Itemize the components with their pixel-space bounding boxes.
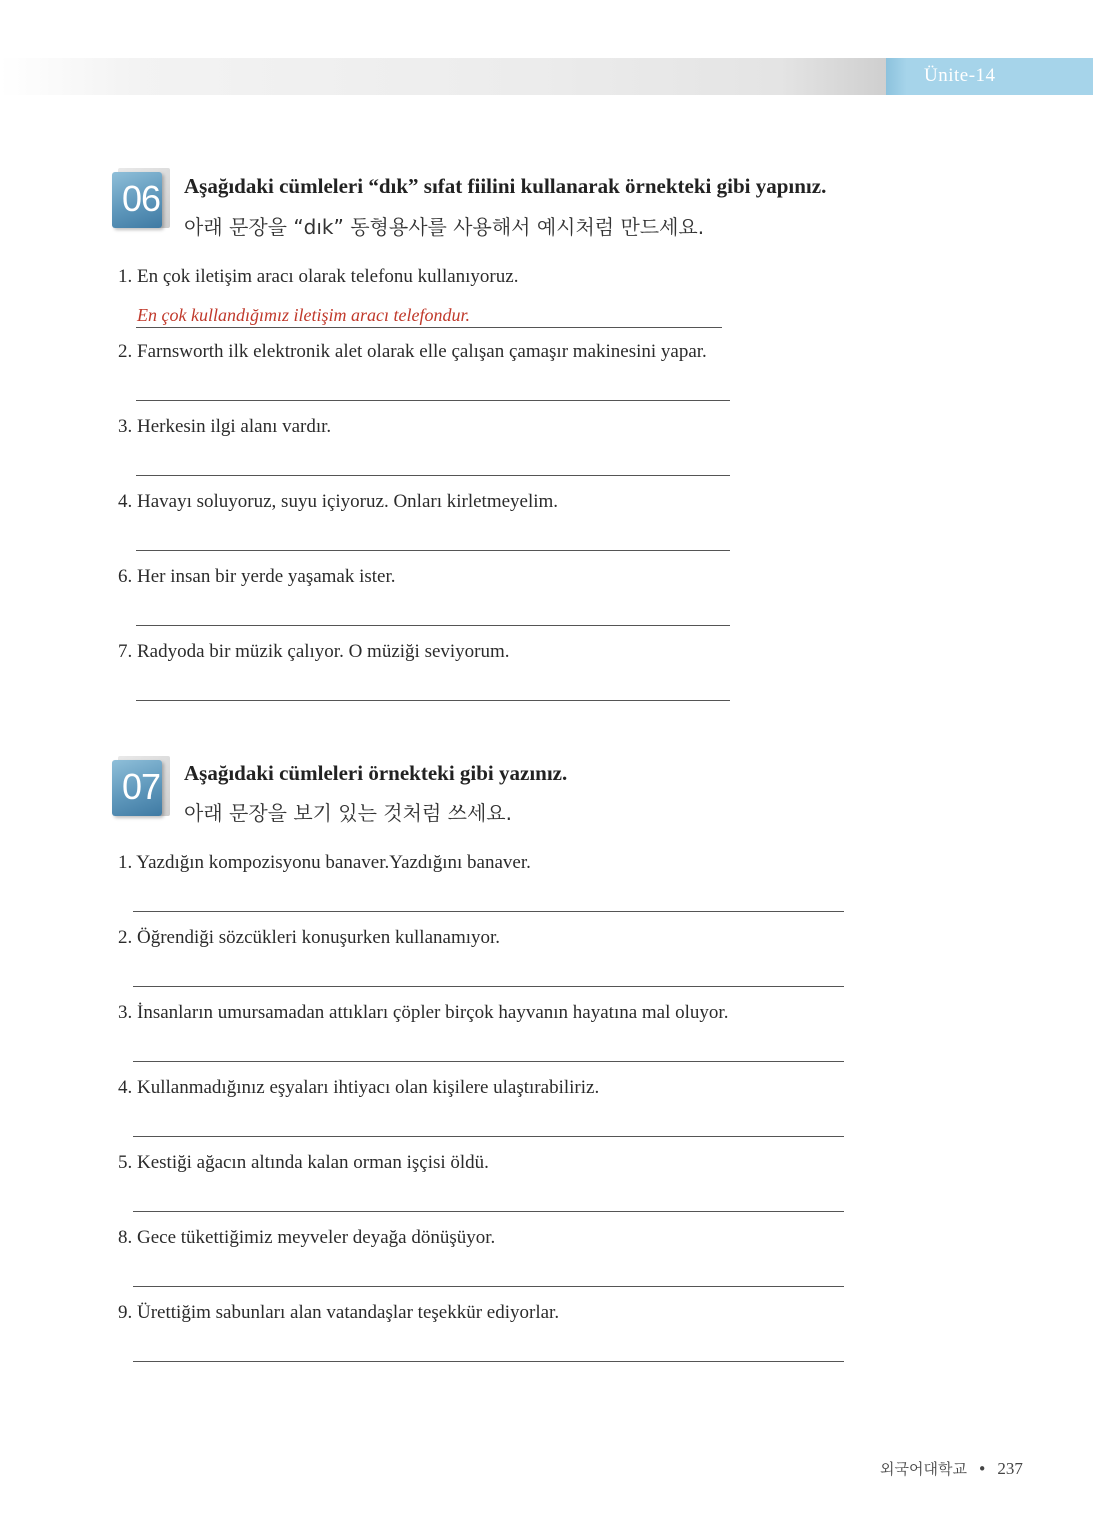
exercise-07-subtitle: 아래 문장을 보기 있는 것처럼 쓰세요. xyxy=(184,801,512,825)
exercise-06-subtitle: 아래 문장을 “dık” 동형용사를 사용해서 예시처럼 만드세요. xyxy=(184,215,705,239)
answer-line[interactable] xyxy=(133,1136,844,1137)
answer-line[interactable] xyxy=(133,1061,844,1062)
exercise-07-item: 8. Gece tükettiğimiz meyveler deyağa dönüşüyor. xyxy=(118,1227,496,1248)
answer-line[interactable] xyxy=(136,550,730,551)
exercise-07-item: 9. Ürettiğim sabunları alan vatandaşlar teşekkür ediyorlar. xyxy=(118,1302,560,1323)
header-bar xyxy=(0,58,886,95)
unit-label: Ünite-14 xyxy=(924,65,996,86)
answer-line[interactable] xyxy=(136,400,730,401)
answer-line[interactable] xyxy=(133,986,844,987)
exercise-06-item: 1. En çok iletişim aracı olarak telefonu kullanıyoruz. xyxy=(118,266,519,287)
exercise-06-number: 06 xyxy=(121,178,161,219)
answer-line[interactable] xyxy=(136,327,722,328)
exercise-07-item: 4. Kullanmadığınız eşyaları ihtiyacı olan kişilere ulaştırabiliriz. xyxy=(118,1077,600,1098)
exercise-07-item: 1. Yazdığın kompozisyonu banaver.Yazdığını banaver. xyxy=(118,852,531,873)
exercise-06-item: 6. Her insan bir yerde yaşamak ister. xyxy=(118,566,396,587)
example-answer: En çok kullandığımız iletişim aracı telefondur. xyxy=(137,305,470,325)
answer-line[interactable] xyxy=(136,475,730,476)
exercise-06-badge xyxy=(112,168,168,230)
exercise-07-item: 5. Kestiği ağacın altında kalan orman işçisi öldü. xyxy=(118,1152,489,1173)
exercise-07-item: 2. Öğrendiği sözcükleri konuşurken kullanamıyor. xyxy=(118,927,501,948)
university-name: 외국어대학교 xyxy=(880,1460,967,1478)
exercise-06-item: 7. Radyoda bir müzik çalıyor. O müziği seviyorum. xyxy=(118,641,510,662)
exercise-06-item: 2. Farnsworth ilk elektronik alet olarak elle çalışan çamaşır makinesini yapar. xyxy=(118,341,707,362)
page-footer xyxy=(880,1458,1023,1479)
exercise-07-badge xyxy=(112,756,168,818)
footer-separator: • xyxy=(977,1460,987,1478)
exercise-07-title: Aşağıdaki cümleleri örnekteki gibi yazınız. xyxy=(184,761,568,785)
answer-line[interactable] xyxy=(133,1286,844,1287)
answer-line[interactable] xyxy=(136,700,730,701)
answer-line[interactable] xyxy=(133,911,844,912)
exercise-07-item: 3. İnsanların umursamadan attıkları çöpler birçok hayvanın hayatına mal oluyor. xyxy=(118,1002,729,1023)
answer-line[interactable] xyxy=(133,1211,844,1212)
exercise-06-item: 3. Herkesin ilgi alanı vardır. xyxy=(118,416,332,437)
exercise-06-title: Aşağıdaki cümleleri “dık” sıfat fiilini kullanarak örnekteki gibi yapınız. xyxy=(184,174,827,198)
exercise-07-number: 07 xyxy=(121,766,161,807)
unit-tab xyxy=(886,58,1093,95)
exercise-06-item: 4. Havayı soluyoruz, suyu içiyoruz. Onları kirletmeyelim. xyxy=(118,491,559,512)
answer-line[interactable] xyxy=(133,1361,844,1362)
answer-line[interactable] xyxy=(136,625,730,626)
page-number: 237 xyxy=(997,1459,1023,1478)
